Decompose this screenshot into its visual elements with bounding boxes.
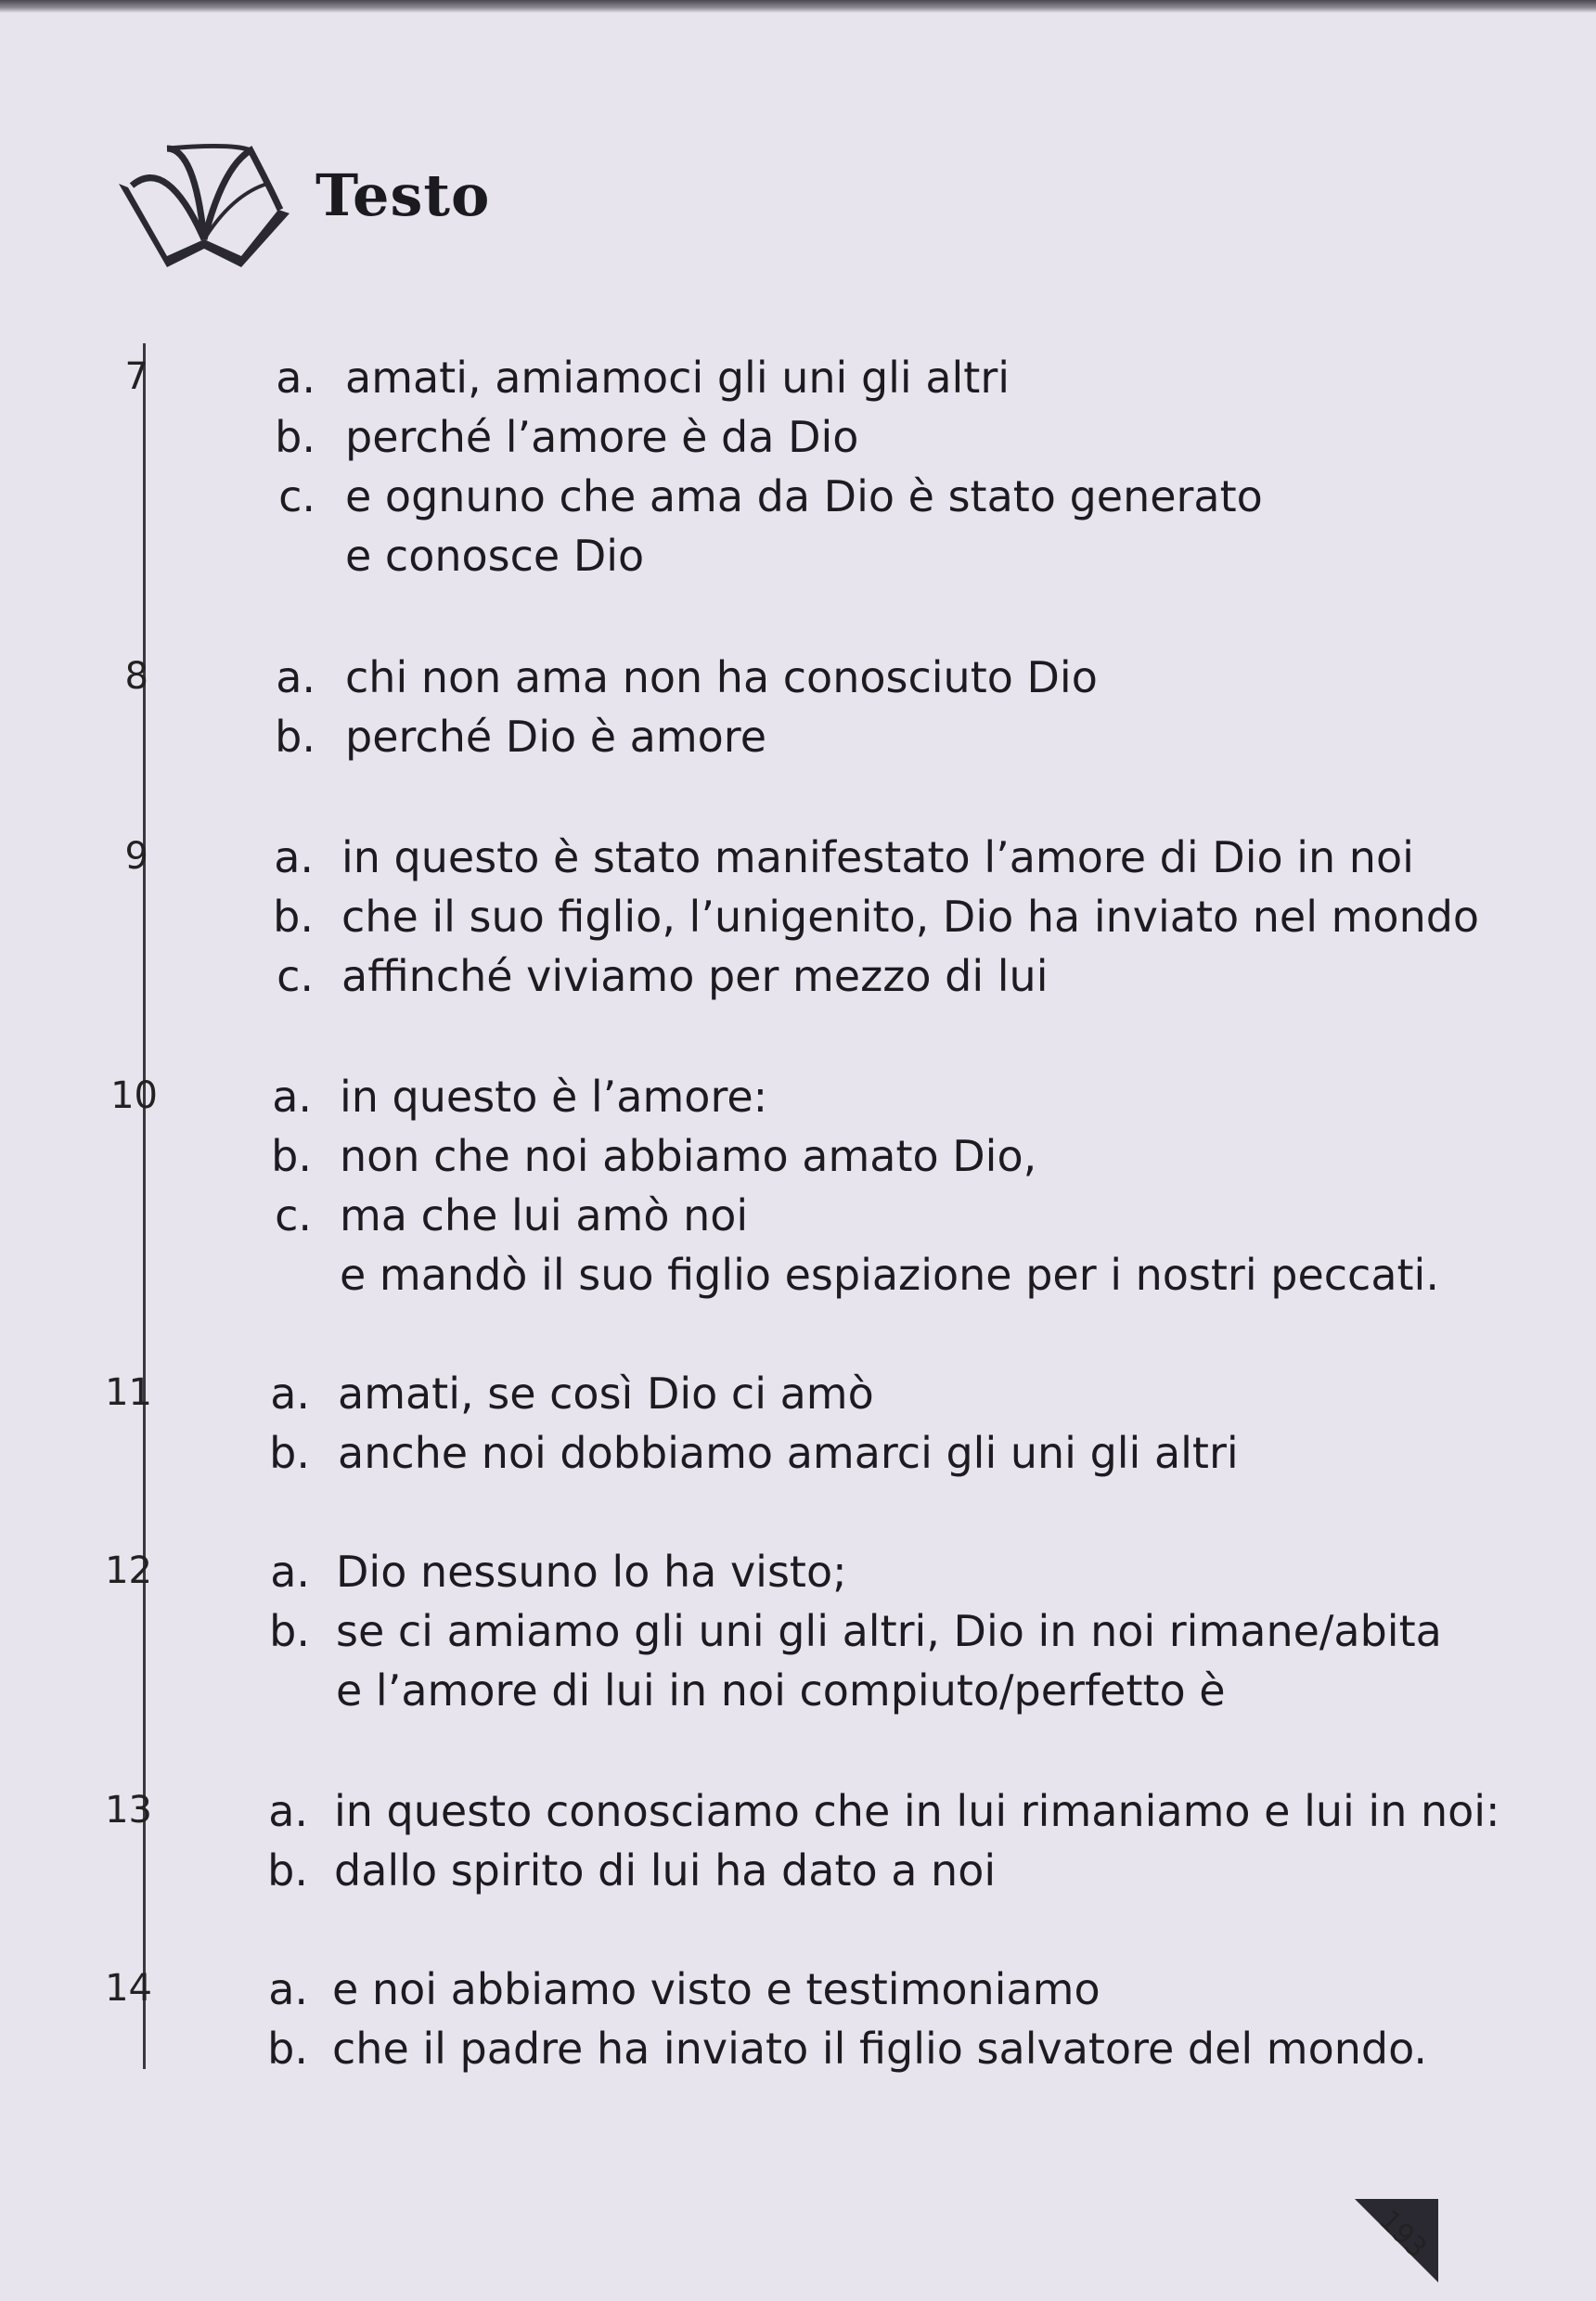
verse-line	[0, 828, 1485, 887]
verse-line	[0, 1364, 1485, 1423]
line-text: anche noi dobbiamo amarci gli uni gli altri	[338, 1428, 1239, 1478]
line-label: a.	[274, 832, 314, 882]
line-text: amati, se così Dio ci amò	[338, 1369, 874, 1419]
line-text: perché l’amore è da Dio	[345, 412, 859, 462]
line-text: dallo spirito di lui ha dato a noi	[334, 1845, 997, 1896]
verse-line	[0, 2019, 1485, 2078]
line-text: chi non ama non ha conosciuto Dio	[345, 652, 1098, 702]
line-text: amati, amiamoci gli uni gli altri	[345, 353, 1010, 403]
line-label: b.	[267, 2024, 308, 2074]
verse-number: 10	[110, 1074, 158, 1117]
verse-line	[0, 1661, 1485, 1720]
verse-line	[0, 1601, 1485, 1661]
line-label: a.	[276, 353, 315, 403]
verse-number: 13	[105, 1789, 152, 1832]
line-label: b.	[269, 1606, 310, 1656]
line-text: e noi abbiamo visto e testimoniamo	[332, 1964, 1100, 2014]
line-label: b.	[273, 892, 314, 942]
line-text: e conosce Dio	[345, 531, 645, 581]
line-text: che il suo figlio, l’unigenito, Dio ha inviato nel mondo	[341, 892, 1480, 942]
line-text: perché Dio è amore	[345, 712, 767, 762]
verse-line	[0, 946, 1485, 1006]
line-label: b.	[275, 712, 315, 762]
line-text: non che noi abbiamo amato Dio,	[340, 1131, 1037, 1181]
line-label: b.	[275, 412, 315, 462]
section-title: Testo	[315, 161, 491, 229]
line-text: e ognuno che ama da Dio è stato generato	[345, 471, 1263, 521]
line-text: in questo conosciamo che in lui rimaniamo e lui in noi:	[334, 1786, 1500, 1836]
verse-number: 9	[124, 835, 148, 878]
page-number: 193	[1372, 2204, 1434, 2265]
verse-line	[0, 1126, 1485, 1186]
verse-line	[0, 348, 1485, 407]
line-text: ma che lui amò noi	[340, 1190, 749, 1240]
line-label: a.	[270, 1369, 310, 1419]
line-label: c.	[277, 951, 314, 1001]
verse-line	[0, 467, 1485, 526]
verse-line	[0, 887, 1485, 946]
line-text: in questo è l’amore:	[340, 1072, 768, 1122]
line-label: c.	[275, 1190, 312, 1240]
line-label: a.	[276, 652, 315, 702]
line-label: b.	[269, 1428, 310, 1478]
verse-number: 11	[105, 1371, 152, 1414]
verse-line	[0, 1245, 1485, 1305]
line-text: se ci amiamo gli uni gli altri, Dio in noi rimane/abita	[336, 1606, 1442, 1656]
line-text: che il padre ha inviato il figlio salvatore del mondo.	[332, 2024, 1428, 2074]
line-label: a.	[268, 1964, 308, 2014]
line-text: e l’amore di lui in noi compiuto/perfetto è	[336, 1665, 1226, 1716]
verse-line	[0, 1781, 1500, 1841]
verse-number: 8	[124, 655, 148, 698]
verse-line	[0, 1542, 1485, 1601]
line-label: c.	[278, 471, 315, 521]
line-text: affinché viviamo per mezzo di lui	[341, 951, 1049, 1001]
verse-line	[0, 407, 1485, 467]
verse-line	[0, 1841, 1485, 1900]
verse-number: 7	[124, 355, 148, 398]
verse-line	[0, 1423, 1485, 1483]
line-label: a.	[272, 1072, 312, 1122]
verse-line	[0, 1067, 1485, 1126]
verse-line	[0, 526, 1485, 585]
line-label: b.	[267, 1845, 308, 1896]
verse-number: 12	[105, 1549, 152, 1592]
verse-line	[0, 707, 1485, 766]
verse-number: 14	[105, 1967, 152, 2010]
line-text: in questo è stato manifestato l’amore di Dio in noi	[341, 832, 1414, 882]
line-label: a.	[270, 1547, 310, 1597]
verse-line	[0, 1960, 1485, 2019]
line-label: a.	[268, 1786, 308, 1836]
line-text: Dio nessuno lo ha visto;	[336, 1547, 847, 1597]
verse-line	[0, 1186, 1485, 1245]
line-text: e mandò il suo figlio espiazione per i nostri peccati.	[340, 1250, 1439, 1300]
verse-line	[0, 648, 1485, 707]
line-label: b.	[271, 1131, 312, 1181]
